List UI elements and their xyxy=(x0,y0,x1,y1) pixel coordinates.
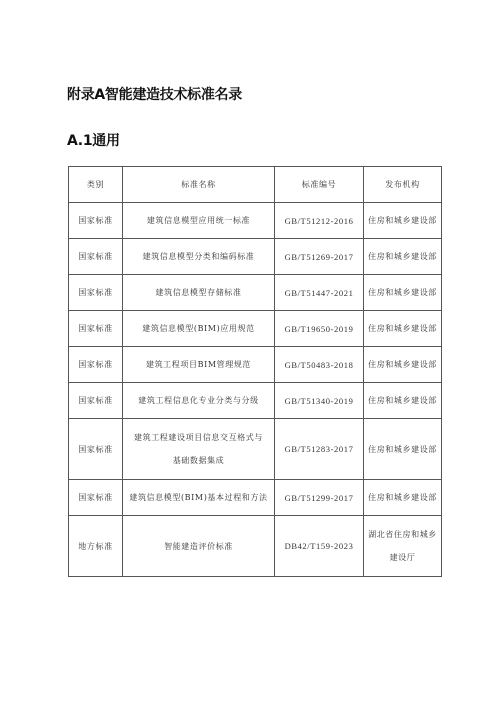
table-row xyxy=(69,311,442,347)
cell-category: 国家标准 xyxy=(69,383,123,419)
cell-name: 建筑工程信息化专业分类与分级 xyxy=(123,383,275,419)
standards-table xyxy=(68,166,442,577)
cell-name: 建筑信息模型(BIM)应用规范 xyxy=(123,311,275,347)
table-row xyxy=(69,383,442,419)
cell-code: GB/T51447-2021 xyxy=(275,275,364,311)
cell-publisher: 住房和城乡建设部 xyxy=(364,311,442,347)
cell-name: 建筑信息模型分类和编码标准 xyxy=(123,239,275,275)
table-row xyxy=(69,239,442,275)
table-header-row xyxy=(69,167,442,203)
cell-category: 国家标准 xyxy=(69,311,123,347)
header-code: 标准编号 xyxy=(275,167,364,203)
table-row xyxy=(69,480,442,516)
cell-category: 国家标准 xyxy=(69,480,123,516)
cell-name-line2: 基础数据集成 xyxy=(172,456,225,465)
section-title: A.1通用 xyxy=(67,133,120,149)
cell-code: GB/T51212-2016 xyxy=(275,203,364,239)
cell-category: 国家标准 xyxy=(69,419,123,480)
cell-publisher: 住房和城乡建设部 xyxy=(364,383,442,419)
cell-publisher: 住房和城乡建设部 xyxy=(364,347,442,383)
cell-publisher: 住房和城乡建设部 xyxy=(364,275,442,311)
cell-name: 建筑工程项目BIM管理规范 xyxy=(123,347,275,383)
header-publisher: 发布机构 xyxy=(364,167,442,203)
cell-code: GB/T51283-2017 xyxy=(275,419,364,480)
appendix-title: 附录A智能建造技术标准名录 xyxy=(67,87,242,103)
cell-code: GB/T19650-2019 xyxy=(275,311,364,347)
table-row xyxy=(69,203,442,239)
cell-publisher: 住房和城乡建设部 xyxy=(364,419,442,480)
table-row xyxy=(69,275,442,311)
cell-name: 建筑信息模型存储标准 xyxy=(123,275,275,311)
cell-name: 智能建造评价标准 xyxy=(123,516,275,577)
cell-category: 地方标准 xyxy=(69,516,123,577)
cell-publisher-line2: 建设厅 xyxy=(389,553,416,562)
cell-code: GB/T51269-2017 xyxy=(275,239,364,275)
cell-code: GB/T51299-2017 xyxy=(275,480,364,516)
cell-category: 国家标准 xyxy=(69,239,123,275)
table-row xyxy=(69,516,442,577)
cell-code: DB42/T159-2023 xyxy=(275,516,364,577)
cell-code: GB/T51340-2019 xyxy=(275,383,364,419)
table-row xyxy=(69,347,442,383)
header-category: 类别 xyxy=(69,167,123,203)
cell-category: 国家标准 xyxy=(69,275,123,311)
cell-publisher: 住房和城乡建设部 xyxy=(364,480,442,516)
cell-publisher: 住房和城乡建设部 xyxy=(364,239,442,275)
cell-name xyxy=(123,419,275,480)
cell-name-line1: 建筑工程建设项目信息交互格式与 xyxy=(134,433,263,442)
cell-category: 国家标准 xyxy=(69,203,123,239)
header-name: 标准名称 xyxy=(123,167,275,203)
cell-code: GB/T50483-2018 xyxy=(275,347,364,383)
cell-category: 国家标准 xyxy=(69,347,123,383)
cell-name: 建筑信息模型(BIM)基本过程和方法 xyxy=(123,480,275,516)
cell-publisher: 住房和城乡建设部 xyxy=(364,203,442,239)
table-row xyxy=(69,419,442,480)
cell-publisher-line1: 湖北省住房和城乡 xyxy=(368,530,437,539)
cell-publisher xyxy=(364,516,442,577)
cell-name: 建筑信息模型应用统一标准 xyxy=(123,203,275,239)
